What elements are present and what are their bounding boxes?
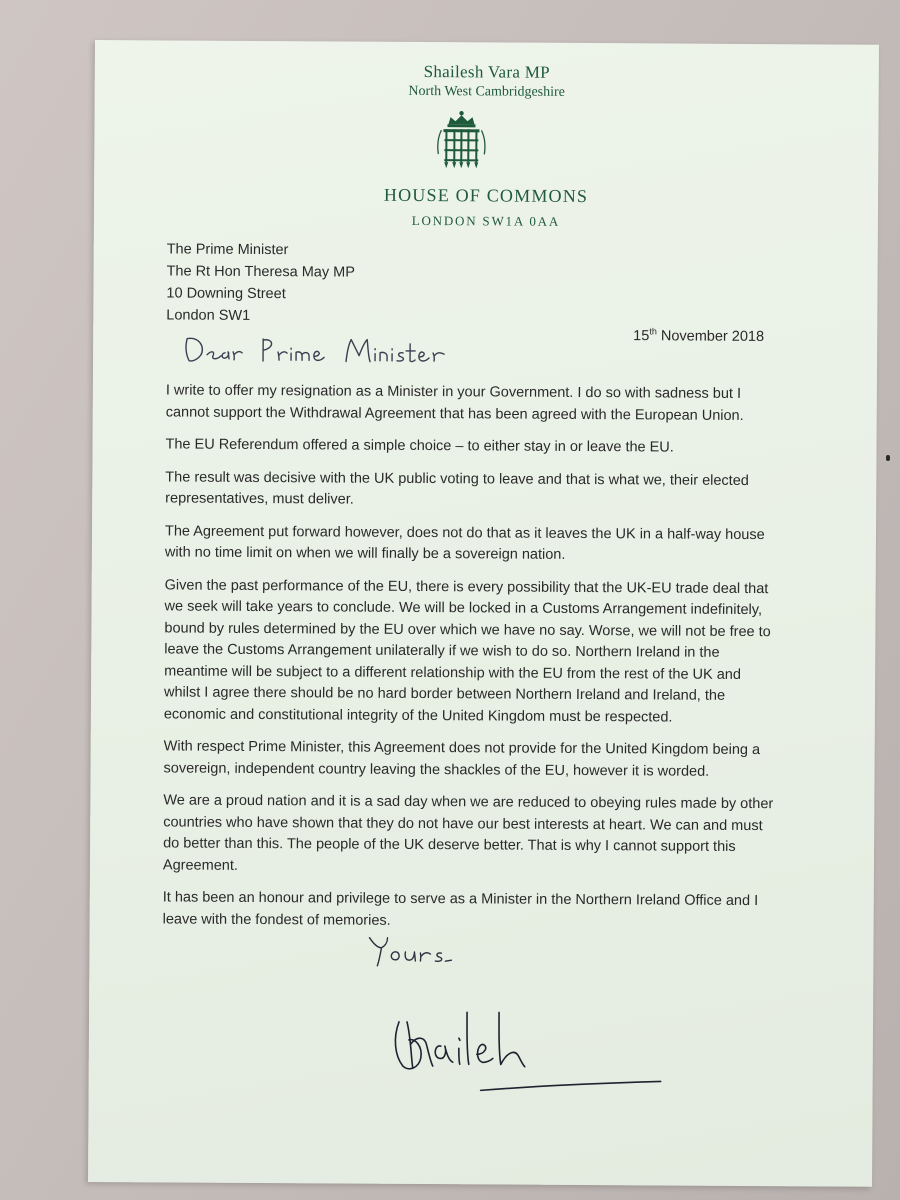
- recipient-line: 10 Downing Street: [166, 285, 286, 303]
- body-paragraph: The result was decisive with the UK public voting to leave and that is what we, their elected representatives, must deliver.: [165, 468, 749, 508]
- body-paragraph: With respect Prime Minister, this Agreement does not provide for the United Kingdom being a sovereign, independent country leaving the shackles of the EU, however it is worded.: [163, 738, 761, 780]
- date-suffix: th: [649, 326, 657, 337]
- body-paragraph: The EU Referendum offered a simple choice – to either stay in or leave the EU.: [165, 436, 674, 456]
- letter-sheet: [88, 40, 879, 1187]
- body-paragraph: It has been an honour and privilege to serve as a Minister in the Northern Ireland Office and I leave with the fondest of memories.: [162, 889, 759, 929]
- recipient-address: [166, 238, 355, 327]
- handwritten-signature: [389, 982, 670, 1094]
- date-day: 15: [633, 328, 650, 345]
- letter-date: [633, 326, 764, 345]
- institution-name: HOUSE OF COMMONS: [383, 184, 589, 207]
- recipient-line: The Rt Hon Theresa May MP: [166, 263, 355, 281]
- recipient-line: London SW1: [166, 307, 251, 324]
- handwritten-sign-off: [365, 930, 455, 971]
- table-mark: [886, 455, 890, 461]
- date-month-year: November 2018: [656, 328, 765, 345]
- recipient-line: The Prime Minister: [166, 241, 289, 259]
- body-paragraph: I write to offer my resignation as a Minister in your Government. I do so with sadness but I cannot support the Withdrawal Agreement that has been agreed with the European Union.: [165, 382, 744, 424]
- body-paragraph: Given the past performance of the EU, there is every possibility that the UK-EU trade deal that we seek will take years to conclude. We will be locked in a Customs Arrangement indefinitely, bound by rules determined by the EU over which we have no say. Worse, we will not be free to leave the Customs Arrangement unilaterally if we wish to do so. Northern Ireland in the meantime will be subject to a different relationship with the EU from the rest of the UK and whilst I agree there should be no hard border between Northern Ireland and Ireland, the economic and constitutional integrity of the United Kingdom must be respected.: [163, 576, 771, 726]
- letter-body: [162, 380, 781, 945]
- mp-name: Shailesh Vara MP: [423, 62, 551, 82]
- body-paragraph: The Agreement put forward however, does not do that as it leaves the UK in a half-way house with no time limit on when we will finally be a sovereign nation.: [164, 522, 765, 563]
- handwritten-salutation: [181, 329, 471, 371]
- body-paragraph: We are a proud nation and it is a sad day when we are reduced to obeying rules made by other countries who have shown that they do not have our best interests at heart. We can and must do better than this. The people of the UK deserve better. That is why I cannot support this Agreement.: [162, 792, 774, 874]
- institution-address: LONDON SW1A 0AA: [411, 212, 561, 229]
- constituency: North West Cambridgeshire: [408, 83, 565, 100]
- portcullis-icon: [434, 110, 488, 170]
